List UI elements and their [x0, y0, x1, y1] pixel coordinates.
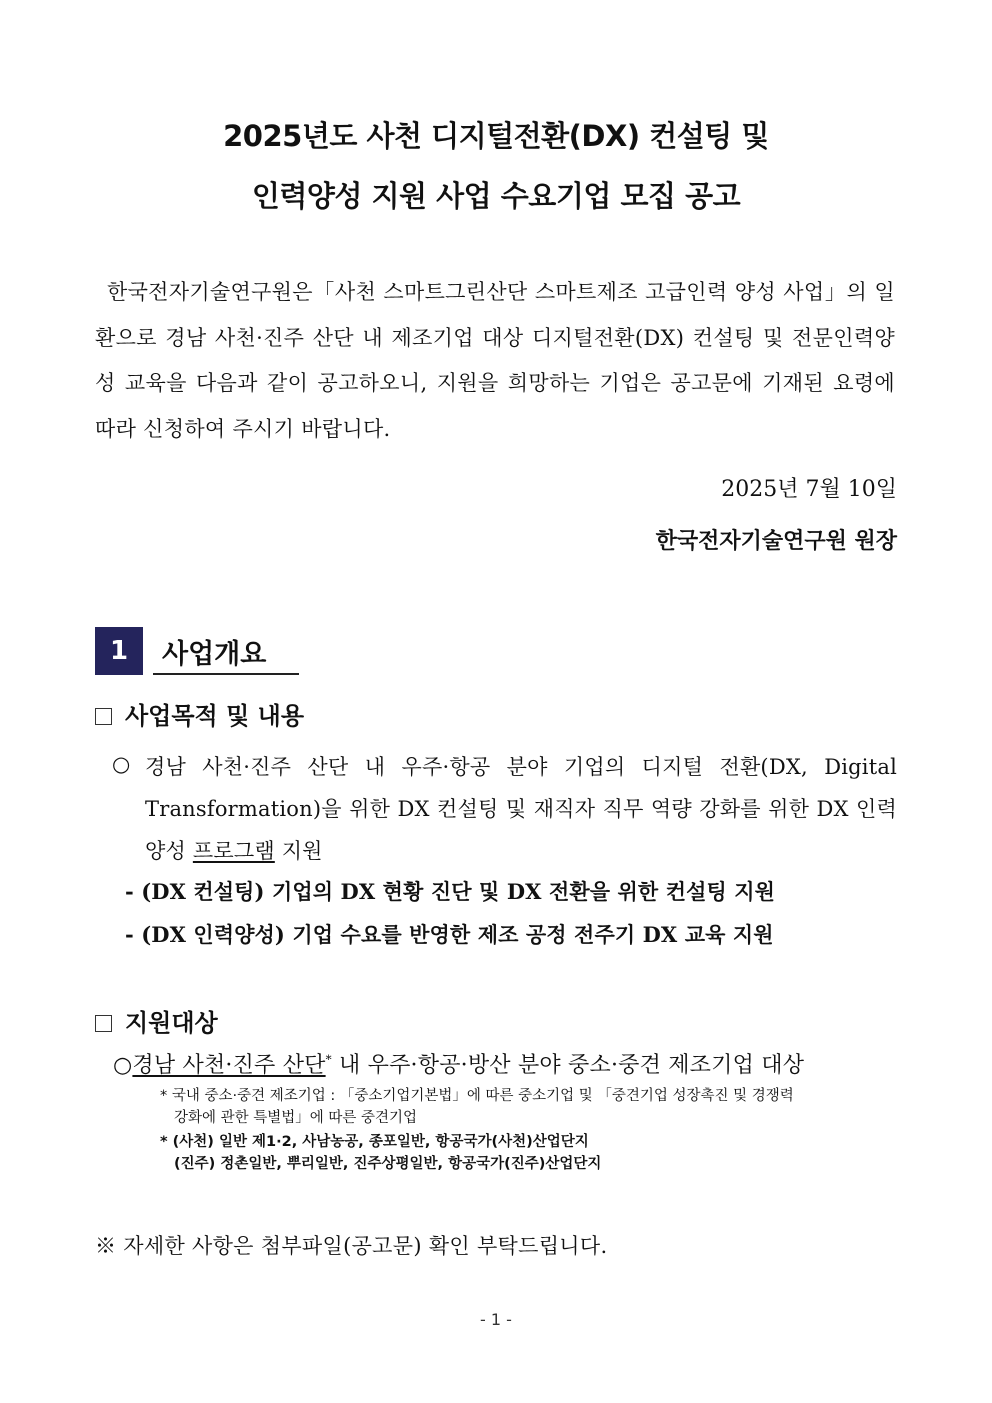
- footnote-line: * (사천) 일반 제1·2, 사남농공, 종포일반, 항공국가(사천)산업단지: [160, 1134, 589, 1150]
- target-heading: [95, 1003, 218, 1038]
- section-title: 사업개요: [162, 639, 267, 670]
- footnote-company-definition: [160, 1085, 897, 1129]
- footnote-line: (진주) 정촌일반, 뿌리일반, 진주상평일반, 항공국가(진주)산업단지: [174, 1156, 602, 1172]
- footnote-line: * 국내 중소·중견 제조기업 : 「중소기업기본법」에 따른 중소기업 및 「중견기업 성장촉진 및 경쟁력: [160, 1088, 794, 1104]
- footnote-industrial-complexes: [160, 1131, 897, 1175]
- purpose-heading-text: 사업목적 및 내용: [125, 701, 304, 730]
- page-number: - 1 -: [480, 1310, 512, 1329]
- section-number-badge: 1: [95, 627, 143, 675]
- announcement-signer: 한국전자기술연구원 원장: [655, 528, 897, 554]
- consulting-dash-item: - (DX 컨설팅) 기업의 DX 현황 진단 및 DX 전환을 위한 컨설팅 지원: [125, 879, 776, 904]
- target-bullet: [113, 1048, 804, 1079]
- purpose-bullet-text-underlined: 프로그램: [192, 839, 275, 863]
- circle-bullet-icon: ○: [113, 1053, 133, 1078]
- purpose-bullet-text: [145, 746, 897, 872]
- closing-note: ※ 자세한 사항은 첨부파일(공고문) 확인 부탁드립니다.: [95, 1234, 608, 1258]
- section-heading: [95, 627, 300, 675]
- document-title-line-1: 2025년도 사천 디지털전환(DX) 컨설팅 및: [223, 119, 769, 153]
- checkbox-square-icon: [95, 708, 112, 725]
- checkbox-square-icon: [95, 1015, 112, 1032]
- target-heading-text: 지원대상: [125, 1008, 218, 1037]
- footnote-line: 강화에 관한 특별법」에 따른 중견기업: [174, 1110, 418, 1126]
- target-bullet-rest: 내 우주·항공·방산 분야 중소·중견 제조기업 대상: [331, 1053, 805, 1078]
- target-region-underlined: 경남 사천·진주 산단: [132, 1053, 326, 1078]
- purpose-bullet-text-a: 경남 사천·진주 산단 내 우주·항공 분야 기업의 디지털 전환(DX, Digital Transformation)을 위한 DX 컨설팅 및 재직자 직무 역량 강화를 위한 DX 인력양성: [145, 755, 897, 863]
- intro-paragraph: 한국전자기술연구원은「사천 스마트그린산단 스마트제조 고급인력 양성 사업」의 일환으로 경남 사천·진주 산단 내 제조기업 대상 디지털전환(DX) 컨설팅 및 전문인력양성 교육을 다음과 같이 공고하오니, 지원을 희망하는 기업은 공고문에 기재된 요령에 따라 신청하여 주시기 바랍니다.: [95, 280, 895, 441]
- footnote-star: *: [325, 1052, 332, 1067]
- purpose-heading: [95, 696, 304, 731]
- circle-bullet-icon: ○: [112, 752, 131, 776]
- training-dash-item: - (DX 인력양성) 기업 수요를 반영한 제조 공정 전주기 DX 교육 지원: [125, 922, 774, 947]
- announcement-date: 2025년 7월 10일: [721, 477, 897, 502]
- purpose-bullet-text-c: 지원: [274, 839, 323, 863]
- section-underline: [153, 673, 299, 675]
- document-title-line-2: 인력양성 지원 사업 수요기업 모집 공고: [251, 179, 741, 213]
